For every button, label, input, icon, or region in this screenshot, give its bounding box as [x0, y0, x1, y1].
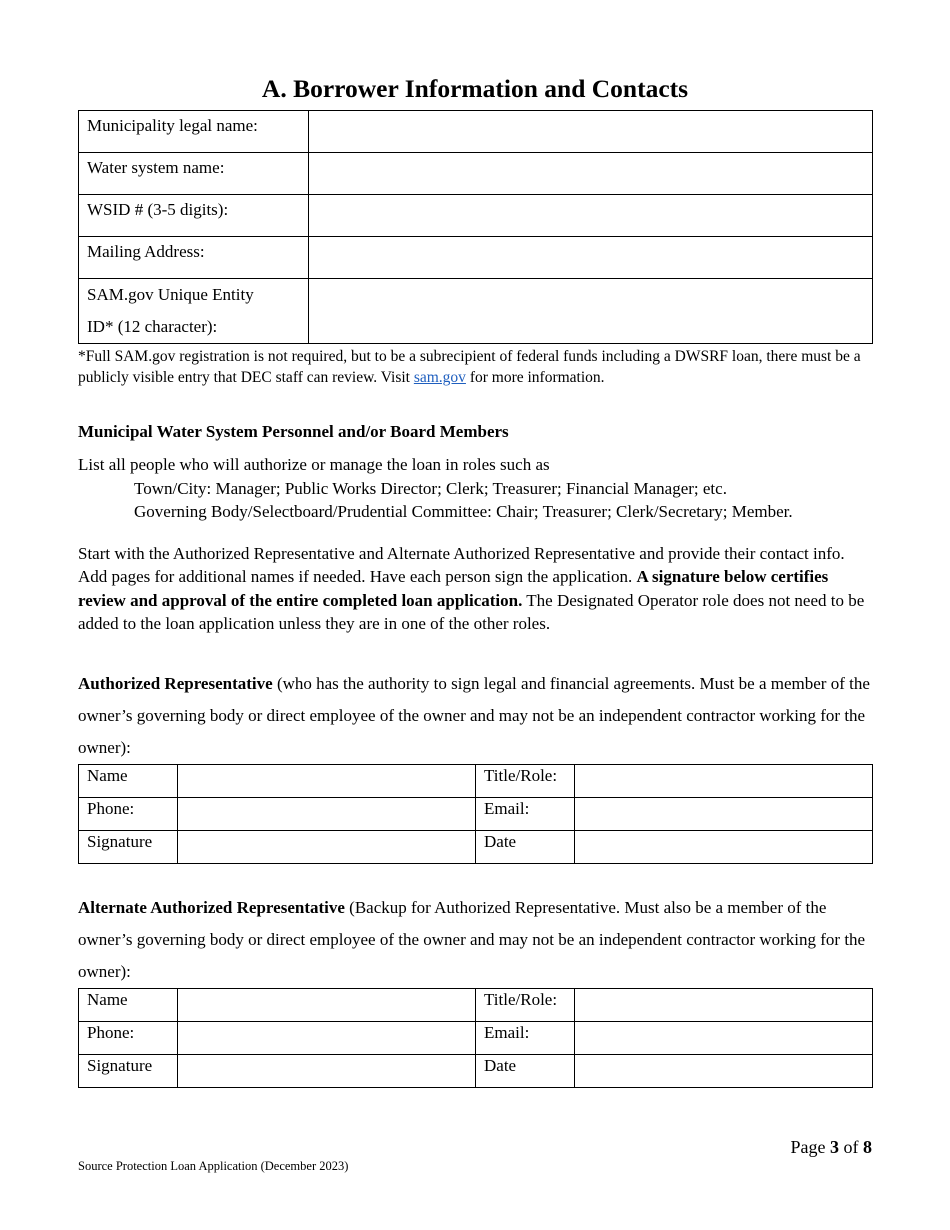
page-number: [791, 1137, 873, 1158]
auth-rep-email-field[interactable]: [575, 797, 873, 830]
title-role-label: Title/Role:: [476, 988, 575, 1021]
auth-rep-name-field[interactable]: [178, 764, 476, 797]
table-row: [79, 111, 873, 153]
sam-uei-label-line1: SAM.gov Unique Entity: [87, 285, 254, 304]
municipality-name-label: Municipality legal name:: [79, 111, 309, 153]
auth-rep-date-field[interactable]: [575, 830, 873, 863]
table-row: [79, 1021, 873, 1054]
municipality-name-field[interactable]: [309, 111, 873, 153]
name-label: Name: [79, 988, 178, 1021]
authorized-rep-title: Authorized Representative: [78, 673, 273, 693]
alternate-rep-table: [78, 988, 873, 1088]
sam-uei-label-line2: ID* (12 character):: [87, 317, 218, 336]
sam-footnote: [78, 344, 872, 388]
alt-rep-signature-field[interactable]: [178, 1054, 476, 1087]
auth-rep-title-field[interactable]: [575, 764, 873, 797]
sam-uei-field[interactable]: [309, 279, 873, 344]
table-row: [79, 988, 873, 1021]
alt-rep-phone-field[interactable]: [178, 1021, 476, 1054]
alternate-rep-title: Alternate Authorized Representative: [78, 897, 345, 917]
instructions-part1: Start with the Authorized Representative and Alternate Authorized Representative and provide their contact info. Add pages for additional names if needed. Have each person sign the application.: [78, 543, 845, 586]
mailing-address-label: Mailing Address:: [79, 237, 309, 279]
email-label: Email:: [476, 1021, 575, 1054]
water-system-name-field[interactable]: [309, 153, 873, 195]
authorized-rep-intro: [78, 668, 872, 764]
alternate-rep-description: (Backup for Authorized Representative. Must also be a member of the owner’s governing body or direct employee of the owner and may not be an independent contractor working for the owner):: [78, 897, 866, 981]
alt-rep-name-field[interactable]: [178, 988, 476, 1021]
personnel-list-intro: List all people who will authorize or manage the loan in roles such as: [78, 455, 550, 474]
page-body: [78, 74, 872, 1088]
date-label: Date: [476, 1054, 575, 1087]
page-prefix: Page: [790, 1137, 830, 1157]
document-footer: Source Protection Loan Application (December 2023): [78, 1159, 349, 1173]
personnel-instructions: [78, 542, 872, 636]
authorized-rep-description: (who has the authority to sign legal and financial agreements. Must be a member of the owner’s governing body or direct employee of the owner and may not be an independent contractor working for the owner):: [78, 673, 870, 757]
table-row: [79, 153, 873, 195]
signature-label: Signature: [79, 830, 178, 863]
date-label: Date: [476, 830, 575, 863]
page-total: 8: [863, 1137, 872, 1157]
table-row: [79, 797, 873, 830]
footnote-text-after: for more information.: [465, 369, 605, 386]
alternate-rep-intro: [78, 892, 872, 988]
role-line-governing-body: Governing Body/Selectboard/Prudential Committee: Chair; Treasurer; Clerk/Secretary; Member.: [134, 502, 793, 521]
sam-gov-link[interactable]: sam.gov: [413, 369, 466, 386]
table-row: [79, 764, 873, 797]
auth-rep-signature-field[interactable]: [178, 830, 476, 863]
water-system-name-label: Water system name:: [79, 153, 309, 195]
name-label: Name: [79, 764, 178, 797]
alt-rep-title-field[interactable]: [575, 988, 873, 1021]
phone-label: Phone:: [79, 1021, 178, 1054]
role-line-town: Town/City: Manager; Public Works Director; Clerk; Treasurer; Financial Manager; etc.: [134, 478, 727, 498]
table-row: [79, 1054, 873, 1087]
borrower-info-table: [78, 110, 873, 344]
wsid-field[interactable]: [309, 195, 873, 237]
instructions-part2: The Designated Operator role does not need to be added to the loan application unless they are in one of the other roles.: [78, 590, 865, 633]
section-title: A. Borrower Information and Contacts: [261, 74, 689, 103]
auth-rep-phone-field[interactable]: [178, 797, 476, 830]
page-separator: of: [839, 1137, 863, 1157]
wsid-label: WSID # (3-5 digits):: [79, 195, 309, 237]
table-row: [79, 195, 873, 237]
title-role-label: Title/Role:: [476, 764, 575, 797]
phone-label: Phone:: [79, 797, 178, 830]
table-row: [79, 830, 873, 863]
sam-uei-label: [79, 279, 309, 344]
email-label: Email:: [476, 797, 575, 830]
alt-rep-email-field[interactable]: [575, 1021, 873, 1054]
alt-rep-date-field[interactable]: [575, 1054, 873, 1087]
table-row: [79, 279, 873, 344]
table-row: [79, 237, 873, 279]
instructions-bold: A signature below certifies review and approval of the entire completed loan application.: [78, 567, 829, 610]
footnote-text-before: *Full SAM.gov registration is not required, but to be a subrecipient of federal funds including a DWSRF loan, there must be a publicly visible entry that DEC staff can review. Visit: [78, 348, 861, 386]
signature-label: Signature: [79, 1054, 178, 1087]
mailing-address-field[interactable]: [309, 237, 873, 279]
page-current: 3: [830, 1137, 839, 1157]
authorized-rep-table: [78, 764, 873, 864]
personnel-heading: Municipal Water System Personnel and/or Board Members: [78, 422, 509, 441]
